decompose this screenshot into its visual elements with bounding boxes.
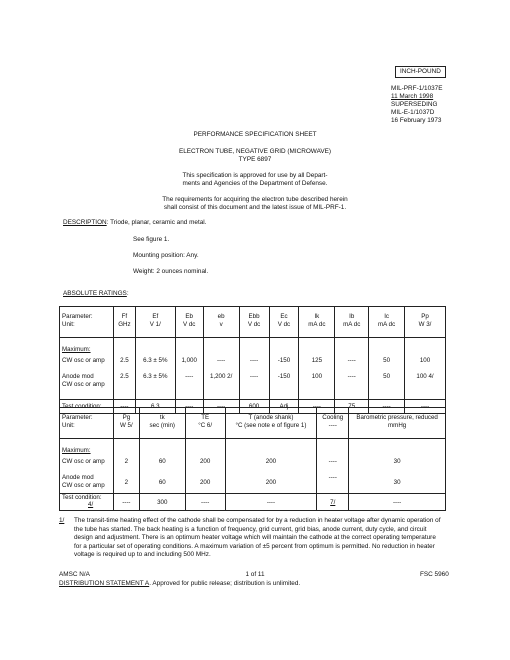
footnote-line-1: The transit-time heating effect of the cathode shall be compensated for by a reduction in heater voltage after dynamic operation of — [74, 517, 441, 524]
t2-header-tk: tk — [139, 408, 185, 422]
distribution-text: . Approved for public release; distribution is unlimited. — [149, 580, 301, 587]
requirements-line-2: shall consist of this document and the latest issue of MIL-PRF-1. — [163, 204, 347, 211]
t2-r2-tk: 60 — [139, 474, 185, 493]
t2-test-t-anode: ---- — [225, 493, 317, 511]
t1-unit-ff: GHz — [113, 321, 135, 337]
t2-maximum-label: Maximum: — [60, 438, 114, 454]
table-row — [60, 353, 446, 373]
t1-r1-ec: -150 — [269, 353, 299, 373]
description-figure: See figure 1. — [133, 236, 170, 243]
t1-maximum-label: Maximum: — [60, 337, 114, 353]
t2-unit-label: Unit: — [60, 422, 114, 438]
approval-statement — [0, 172, 510, 188]
t1-test-pp: ---- — [405, 399, 446, 414]
t2-r1-label: CW osc or amp — [60, 454, 114, 474]
t2-r2-pg: 2 — [113, 474, 139, 493]
t2-r2-label — [60, 474, 114, 493]
ratings-table-1 — [59, 306, 446, 414]
t2-header-param: Parameter: — [60, 408, 114, 422]
t1-unit-eb: V dc — [175, 321, 203, 337]
t2-header-pg: Pg — [113, 408, 139, 422]
t2-r1-pressure: 30 — [349, 454, 446, 474]
t1-r2-ef: 6.3 ± 5% — [135, 373, 175, 399]
t2-header-pressure: Barometric pressure, reduced — [349, 408, 446, 422]
t2-header-t-anode: T (anode shank) — [225, 408, 317, 422]
t2-unit-cooling: ---- — [317, 422, 349, 438]
footnote-line-5: voltage is required up to and including 500 MHz. — [74, 551, 211, 559]
t1-r2-pp: 100 4/ — [405, 373, 446, 399]
t1-header-ic: Ic — [369, 307, 405, 321]
t1-r1-ik: 125 — [299, 353, 335, 373]
t1-r2-eb-peak: 1,200 2/ — [203, 373, 239, 399]
superseding-label: SUPERSEDING — [391, 101, 438, 108]
distribution-label: DISTRIBUTION STATEMENT A — [59, 580, 150, 587]
t1-r2-label-sub: CW osc or amp — [62, 380, 105, 388]
ratings-label: ABSOLUTE RATINGS — [63, 290, 127, 297]
weight: Weight: 2 ounces nominal. — [133, 268, 209, 275]
t2-unit-pg: W 5/ — [113, 422, 139, 438]
t1-test-ebb: 600 — [239, 399, 269, 414]
table-row — [60, 373, 446, 399]
t1-unit-ik: mA dc — [299, 321, 335, 337]
table2-test-row — [60, 493, 446, 511]
t1-r1-ib: ---- — [335, 353, 369, 373]
old-doc-id: MIL-E-1/1037D — [391, 109, 435, 116]
t2-r2-label-main: Anode mod — [62, 474, 94, 481]
t2-test-cooling: 7/ — [317, 493, 349, 511]
t1-unit-eb-peak: v — [203, 321, 239, 337]
footnote-line-3: design and adjustment. There is an optimum heater voltage which will maintain the cathode at the correct operating temperature — [74, 534, 436, 542]
t1-r1-eb-peak: ---- — [203, 353, 239, 373]
t2-r2-cooling: ---- — [317, 474, 349, 493]
t1-r1-ic: 50 — [369, 353, 405, 373]
t1-test-label: Test condition: — [60, 399, 114, 414]
table2-header-row — [60, 408, 446, 422]
ratings-table-2 — [59, 407, 446, 511]
table1-unit-row — [60, 321, 446, 337]
t1-unit-ec: V dc — [269, 321, 299, 337]
table1-maximum-row — [60, 337, 446, 353]
t2-r2-te: 200 — [185, 474, 225, 493]
t2-r1-tk: 60 — [139, 454, 185, 474]
t1-r2-eb: ---- — [175, 373, 203, 399]
table-row — [60, 454, 446, 474]
t1-r2-ff: 2.5 — [113, 373, 135, 399]
t2-unit-pressure: mmHg — [349, 422, 446, 438]
t2-r2-pressure: 30 — [349, 474, 446, 493]
t2-test-label-main: Test condition: — [62, 493, 102, 501]
t2-r2-t-anode: 200 — [225, 474, 317, 493]
distribution-statement — [59, 580, 300, 588]
footnote-text — [74, 517, 454, 560]
doc-id: MIL-PRF-1/1037E — [391, 85, 443, 92]
t1-test-ik: ---- — [299, 399, 335, 414]
mounting-position: Mounting position: Any. — [133, 252, 199, 259]
t1-header-pp: Pp — [405, 307, 446, 321]
t1-unit-label: Unit: — [60, 321, 114, 337]
t1-r2-ib: ---- — [335, 373, 369, 399]
t2-r1-pg: 2 — [113, 454, 139, 474]
t1-r1-eb: 1,000 — [175, 353, 203, 373]
t1-unit-ic: mA dc — [369, 321, 405, 337]
inch-pound-box — [395, 66, 446, 78]
inch-pound-label: INCH-POUND — [400, 68, 441, 75]
t1-unit-pp: W 3/ — [405, 321, 446, 337]
footnote-marker: 1/ — [59, 517, 65, 524]
t2-r1-t-anode: 200 — [225, 454, 317, 474]
t1-r1-label: CW osc or amp — [60, 353, 114, 373]
ratings-heading: ABSOLUTE RATINGS: — [63, 290, 129, 297]
sheet-title-text: PERFORMANCE SPECIFICATION SHEET — [193, 131, 317, 138]
t1-header-ef: Ef — [135, 307, 175, 321]
t1-r2-ic: 50 — [369, 373, 405, 399]
t2-test-pg: ---- — [113, 493, 139, 511]
requirements-line-1: The requirements for acquiring the electron tube described herein — [162, 196, 348, 203]
t1-test-eb-peak: ---- — [203, 399, 239, 414]
t1-unit-ib: mA dc — [335, 321, 369, 337]
t1-r1-ef: 6.3 ± 5% — [135, 353, 175, 373]
t2-test-te: ---- — [185, 493, 225, 511]
t1-r2-ik: 100 — [299, 373, 335, 399]
t1-header-ff: Ff — [113, 307, 135, 321]
requirements-statement — [0, 196, 510, 212]
t1-header-ib: Ib — [335, 307, 369, 321]
t2-unit-tk: sec (min) — [139, 422, 185, 438]
approval-line-1: This specification is approved for use by all Depart- — [182, 172, 328, 179]
footnote-line-4: for a particular set of operating conditions. A maximum variation of ±5 percent from optimum is permitted. No reduction in heater — [74, 542, 435, 550]
t2-header-te: TE — [185, 408, 225, 422]
t2-test-pressure: ---- — [349, 493, 446, 511]
tube-type: TYPE 6897 — [238, 156, 272, 163]
document-id-block — [391, 85, 443, 125]
t2-unit-te: °C 6/ — [185, 422, 225, 438]
t1-header-ebb: Ebb — [239, 307, 269, 321]
t1-r2-label-main: Anode mod — [62, 373, 94, 380]
tube-name: ELECTRON TUBE, NEGATIVE GRID (MICROWAVE) — [178, 148, 332, 155]
table-row — [60, 474, 446, 493]
t1-r1-ff: 2.5 — [113, 353, 135, 373]
t2-unit-t-anode: °C (see note e of figure 1) — [225, 422, 317, 438]
sheet-title — [0, 131, 510, 139]
t1-unit-ebb: V dc — [239, 321, 269, 337]
t1-r2-ec: -150 — [269, 373, 299, 399]
t1-test-ff: ---- — [113, 399, 135, 414]
t1-r1-pp: 100 — [405, 353, 446, 373]
t1-header-param: Parameter: — [60, 307, 114, 321]
table2-unit-row — [60, 422, 446, 438]
t1-test-ef: 6.3 — [135, 399, 175, 414]
t1-unit-ef: V 1/ — [135, 321, 175, 337]
description-label: DESCRIPTION — [63, 219, 107, 226]
t1-header-eb: Eb — [175, 307, 203, 321]
t2-test-label — [60, 493, 114, 511]
t1-r2-ebb: ---- — [239, 373, 269, 399]
tube-title — [0, 148, 510, 164]
footnote-line-2: the tube has started. The back heating is a function of frequency, grid current, grid bias, anode current, duty cycle, and circuit — [74, 525, 427, 533]
t1-test-eb: ---- — [175, 399, 203, 414]
approval-line-2: ments and Agencies of the Department of Defense. — [182, 180, 328, 187]
t1-test-ec: Adj — [269, 399, 299, 414]
amsc-label: AMSC N/A — [59, 571, 90, 578]
t1-test-ic: ---- — [369, 399, 405, 414]
t2-header-cooling: Cooling — [317, 408, 349, 422]
description-text: : Triode, planar, ceramic and metal. — [106, 219, 207, 226]
t1-r2-label — [60, 373, 114, 399]
table2-maximum-row — [60, 438, 446, 454]
t1-header-ec: Ec — [269, 307, 299, 321]
t2-r1-te: 200 — [185, 454, 225, 474]
table1-header-row — [60, 307, 446, 321]
t1-header-eb-peak: eb — [203, 307, 239, 321]
t1-header-ik: Ik — [299, 307, 335, 321]
old-doc-date: 16 February 1973 — [391, 117, 442, 124]
page-number-text: 1 of 11 — [245, 571, 265, 578]
t1-r1-ebb: ---- — [239, 353, 269, 373]
description — [63, 219, 207, 227]
t2-test-tk: 300 — [139, 493, 185, 511]
t2-test-note: 4/ — [88, 501, 94, 509]
doc-date: 11 March 1998 — [391, 93, 434, 100]
t2-r1-cooling: ---- — [317, 454, 349, 474]
t1-test-ib: 75 — [335, 399, 369, 414]
fsc-label: FSC 5960 — [420, 571, 449, 578]
t2-r2-label-sub: CW osc or amp — [62, 481, 105, 489]
